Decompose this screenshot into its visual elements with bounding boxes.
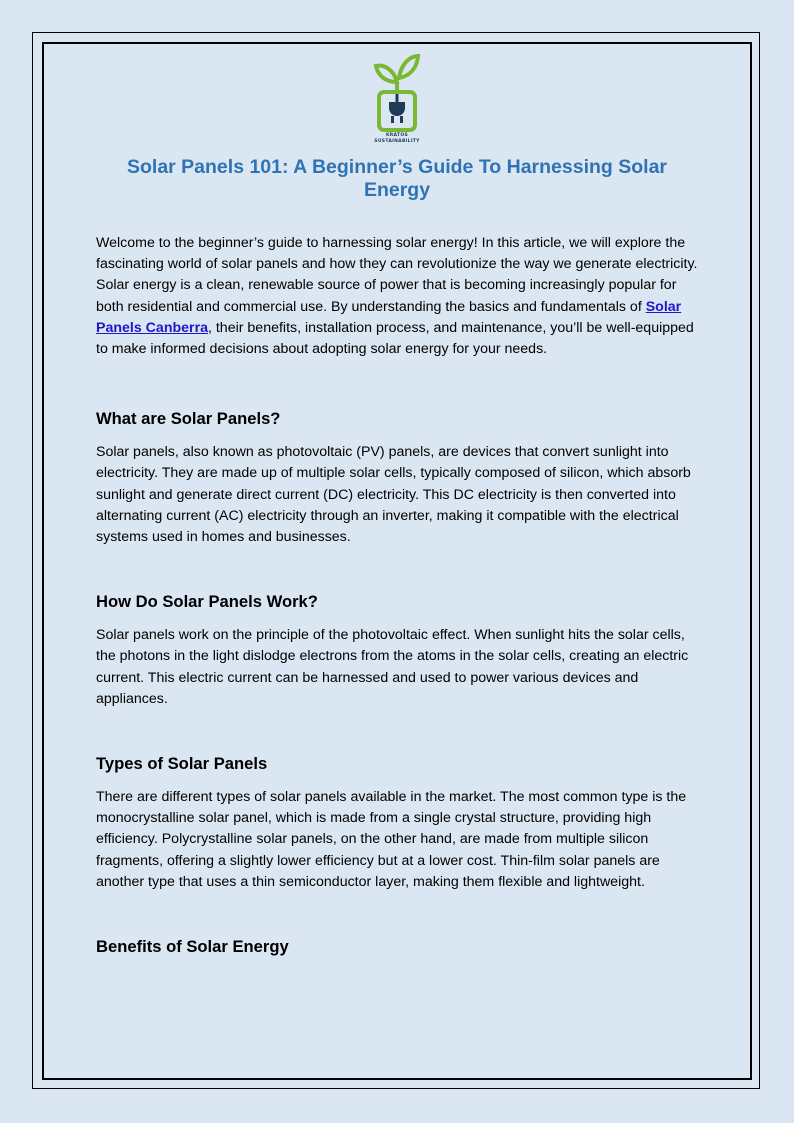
logo-brand-text	[360, 133, 434, 144]
intro-paragraph	[96, 233, 700, 360]
section-heading-benefits-of-solar-energy: Benefits of Solar Energy	[96, 937, 289, 957]
plant-plug-icon	[370, 52, 424, 134]
section-body-types-of-solar-panels: There are different types of solar panels available in the market. The most common type is the monocrystalline solar panel, which is made from a single crystal structure, providing high efficiency. Polycrystalline solar panels, on the other hand, are made from multiple silicon fragments, offering a slightly lower efficiency but at a lower cost. Thin-film solar panels are another type that uses a thin semiconductor layer, making them flexible and lightweight.	[96, 789, 687, 890]
section-heading-types-of-solar-panels: Types of Solar Panels	[96, 754, 268, 774]
intro-text-after: , their benefits, installation process, and maintenance, you’ll be well-equipped to make informed decisions about adopting solar energy for your needs.	[96, 319, 694, 358]
section-body-what-are-solar-panels: Solar panels, also known as photovoltaic (PV) panels, are devices that convert sunlight into electricity. They are made up of multiple solar cells, typically composed of silicon, which absorb sunlight and generate direct current (DC) electricity. This DC electricity is then converted into alternating current (AC) electricity through an inverter, making it compatible with the electrical systems used in homes and businesses.	[96, 444, 691, 546]
section-heading-how-solar-panels-work: How Do Solar Panels Work?	[96, 592, 318, 612]
article-body	[96, 233, 700, 970]
logo-brand-line2: SUSTAINABILITY	[374, 138, 420, 144]
intro-text-before: Welcome to the beginner’s guide to harnessing solar energy! In this article, we will explore the fascinating world of solar panels and how they can revolutionize the way we generate electricity. Solar energy is a clean, renewable source of power that is becoming increasingly popular for both residential and commercial use. By understanding the basics and fundamentals of	[96, 235, 698, 315]
section-body-how-solar-panels-work: Solar panels work on the principle of the photovoltaic effect. When sunlight hits the solar cells, the photons in the light dislodge electrons from the atoms in the solar cells, creating an electric current. This electric current can be harnessed and used to power various devices and appliances.	[96, 627, 689, 707]
solar-panels-canberra-link[interactable]: Solar Panels Canberra	[96, 298, 682, 336]
section-heading-what-are-solar-panels: What are Solar Panels?	[96, 409, 281, 429]
page-title: Solar Panels 101: A Beginner’s Guide To Harnessing Solar Energy	[126, 156, 668, 201]
logo-brand-line1: KRATOS	[385, 133, 409, 138]
